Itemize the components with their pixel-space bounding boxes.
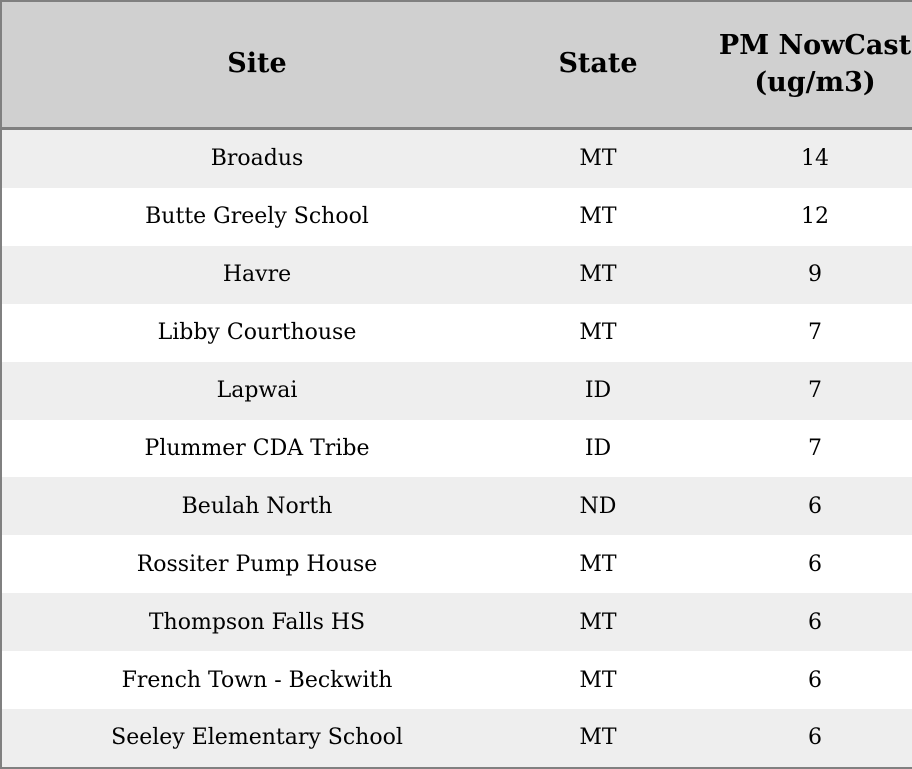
table-row [1, 651, 912, 709]
cell-site: Havre [222, 262, 292, 288]
cell-site: Rossiter Pump House [136, 551, 378, 577]
cell-pm: 7 [808, 320, 822, 346]
table-row [1, 362, 912, 420]
cell-site: Broadus [210, 146, 304, 172]
table-row [1, 304, 912, 362]
cell-site: Seeley Elementary School [111, 725, 403, 751]
table-row [1, 535, 912, 593]
table-row [1, 709, 912, 768]
cell-pm: 7 [808, 378, 822, 404]
cell-pm: 14 [801, 146, 829, 172]
cell-state: MT [579, 320, 617, 346]
column-header-state: State [512, 1, 684, 129]
cell-pm: 7 [808, 435, 822, 461]
column-header-pm-nowcast: PM NowCast (ug/m3) [684, 1, 912, 129]
cell-state: MT [579, 725, 617, 751]
cell-site: Beulah North [181, 493, 333, 519]
table-row [1, 188, 912, 246]
cell-state: MT [579, 667, 617, 693]
table-body [1, 129, 912, 769]
cell-pm: 6 [808, 493, 822, 519]
cell-state: MT [579, 551, 617, 577]
header-row [1, 1, 912, 129]
cell-state: MT [579, 204, 617, 230]
cell-pm: 6 [808, 667, 822, 693]
cell-site: Plummer CDA Tribe [144, 435, 370, 461]
cell-state: ID [584, 435, 612, 461]
cell-site: Butte Greely School [145, 204, 369, 230]
cell-pm: 6 [808, 551, 822, 577]
cell-site: Libby Courthouse [157, 320, 357, 346]
cell-state: MT [579, 609, 617, 635]
cell-state: MT [579, 146, 617, 172]
cell-pm: 6 [808, 725, 822, 751]
table-header [1, 1, 912, 129]
cell-site: French Town - Beckwith [121, 667, 393, 693]
table-row [1, 593, 912, 651]
cell-state: MT [579, 262, 617, 288]
cell-pm: 6 [808, 609, 822, 635]
cell-site: Lapwai [216, 378, 298, 404]
cell-site: Thompson Falls HS [148, 609, 366, 635]
cell-pm: 12 [801, 204, 829, 230]
table-row [1, 246, 912, 304]
table-row [1, 420, 912, 478]
cell-state: ID [584, 378, 612, 404]
cell-pm: 9 [808, 262, 822, 288]
table-row [1, 129, 912, 188]
table-row [1, 477, 912, 535]
column-header-site: Site [1, 1, 512, 129]
cell-state: ND [579, 493, 617, 519]
